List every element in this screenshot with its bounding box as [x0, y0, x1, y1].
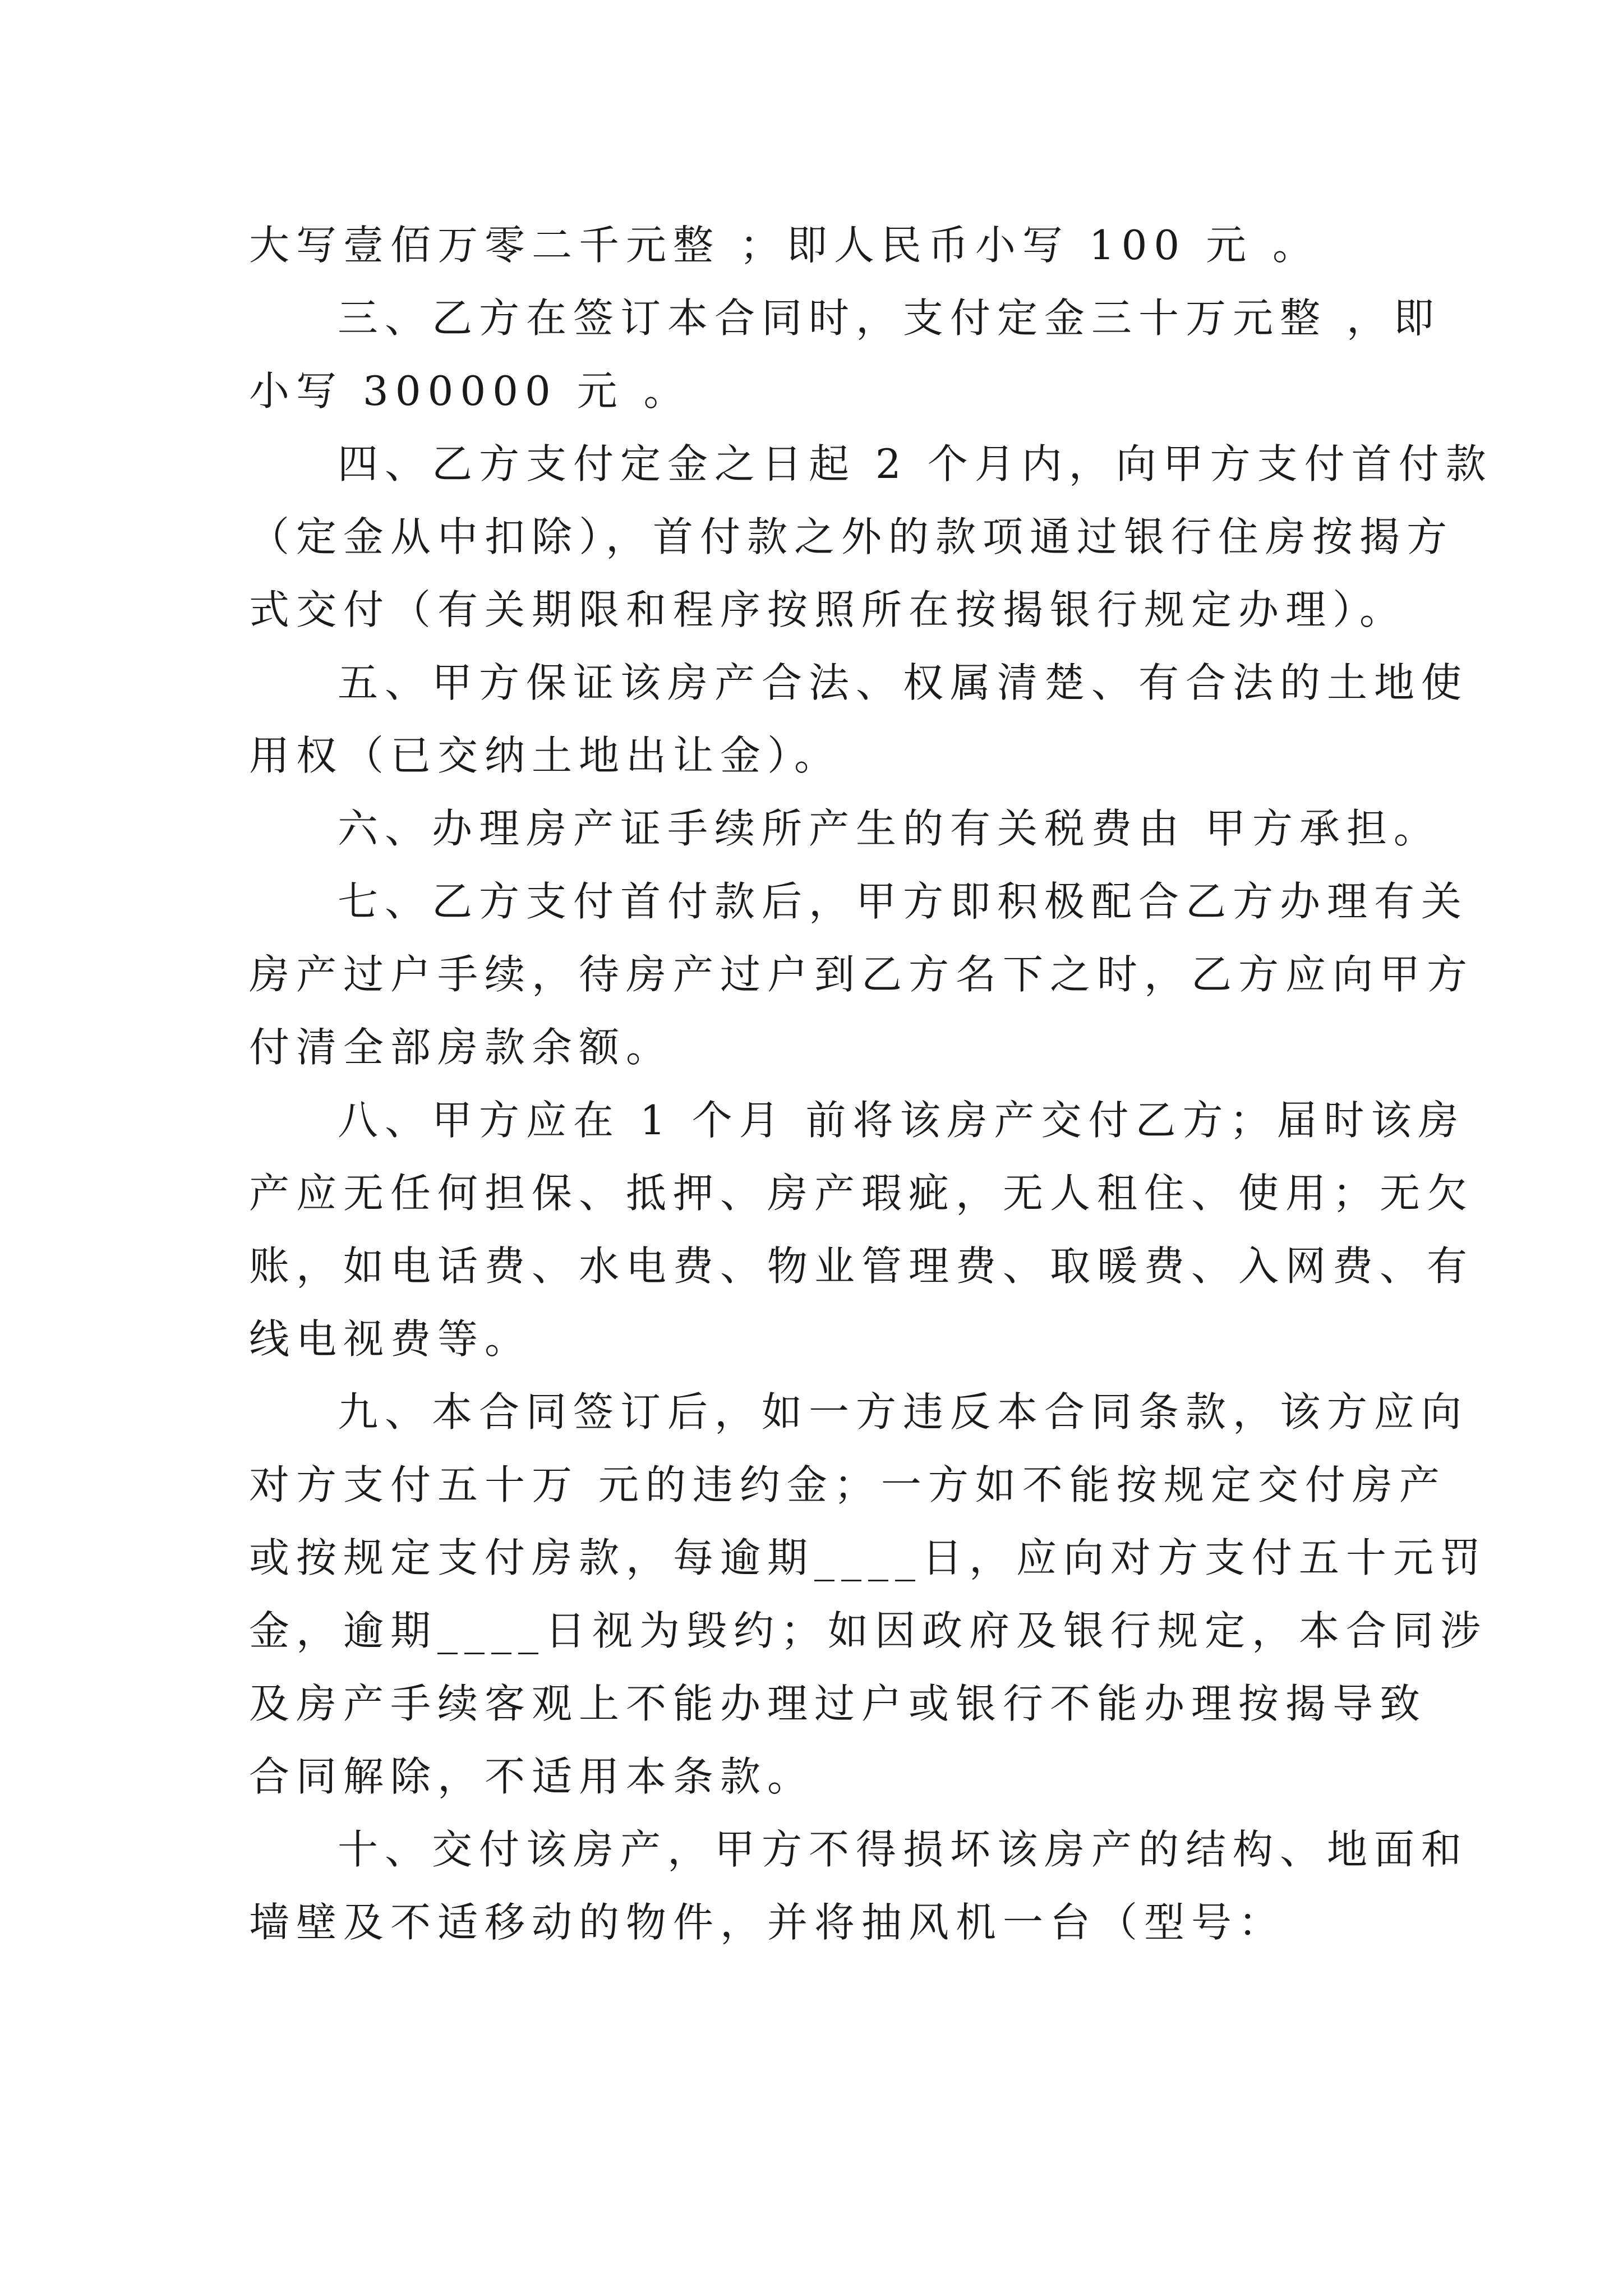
text-line: 金，逾期____日视为毁约；如因政府及银行规定，本合同涉 [249, 1607, 1488, 1654]
text-line: 三、乙方在签订本合同时，支付定金三十万元整 ，即 [338, 295, 1441, 342]
paragraph-clause-9 [249, 1375, 1488, 1813]
text-line: 十、交付该房产，甲方不得损坏该房产的结构、地面和 [338, 1826, 1469, 1873]
paragraph-clause-5 [249, 646, 1469, 792]
text-line: 九、本合同签订后，如一方违反本合同条款，该方应向 [338, 1388, 1469, 1435]
text-line: 账，如电话费、水电费、物业管理费、取暖费、入网费、有 [249, 1243, 1474, 1290]
text-line: （定金从中扣除），首付款之外的款项通过银行住房按揭方 [249, 513, 1454, 560]
text-line: 产应无任何担保、抵押、房产瑕疵，无人租住、使用；无欠 [249, 1170, 1474, 1217]
text-line: 大写壹佰万零二千元整 ；即人民币小写 100 元 。 [249, 222, 1320, 269]
paragraph-clause-6 [249, 792, 1441, 865]
paragraph-clause-8 [249, 1084, 1474, 1375]
paragraph-clause-4 [249, 427, 1493, 646]
paragraph-clause-3 [249, 282, 1441, 427]
text-line: 四、乙方支付定金之日起 2 个月内，向甲方支付首付款 [338, 440, 1493, 487]
text-line: 式交付（有关期限和程序按照所在按揭银行规定办理）。 [249, 586, 1407, 633]
text-line: 六、办理房产证手续所产生的有关税费由 甲方承担。 [338, 805, 1441, 852]
text-line: 五、甲方保证该房产合法、权属清楚、有合法的土地使 [338, 659, 1469, 706]
text-line: 线电视费等。 [249, 1315, 532, 1363]
text-line: 小写 300000 元 。 [249, 367, 691, 415]
document-page [249, 209, 1493, 1959]
paragraph-clause-10 [249, 1813, 1469, 1959]
text-line: 合同解除，不适用本条款。 [249, 1753, 815, 1800]
text-line: 房产过户手续，待房产过户到乙方名下之时，乙方应向甲方 [249, 951, 1474, 998]
paragraph-amount [249, 209, 1387, 282]
text-line: 用权（已交纳土地出让金）。 [249, 732, 842, 779]
text-line: 及房产手续客观上不能办理过户或银行不能办理按揭导致 [249, 1680, 1427, 1727]
text-line: 对方支付五十万 元的违约金；一方如不能按规定交付房产 [249, 1461, 1446, 1508]
text-line: 或按规定支付房款，每逾期____日，应向对方支付五十元罚 [249, 1534, 1488, 1581]
text-line: 八、甲方应在 1 个月 前将该房产交付乙方；届时该房 [338, 1097, 1465, 1144]
text-line: 墙壁及不适移动的物件，并将抽风机一台（型号： [249, 1899, 1286, 1946]
paragraph-clause-7 [249, 865, 1474, 1084]
text-line: 七、乙方支付首付款后，甲方即积极配合乙方办理有关 [338, 878, 1469, 925]
text-line: 付清全部房款余额。 [249, 1024, 674, 1071]
